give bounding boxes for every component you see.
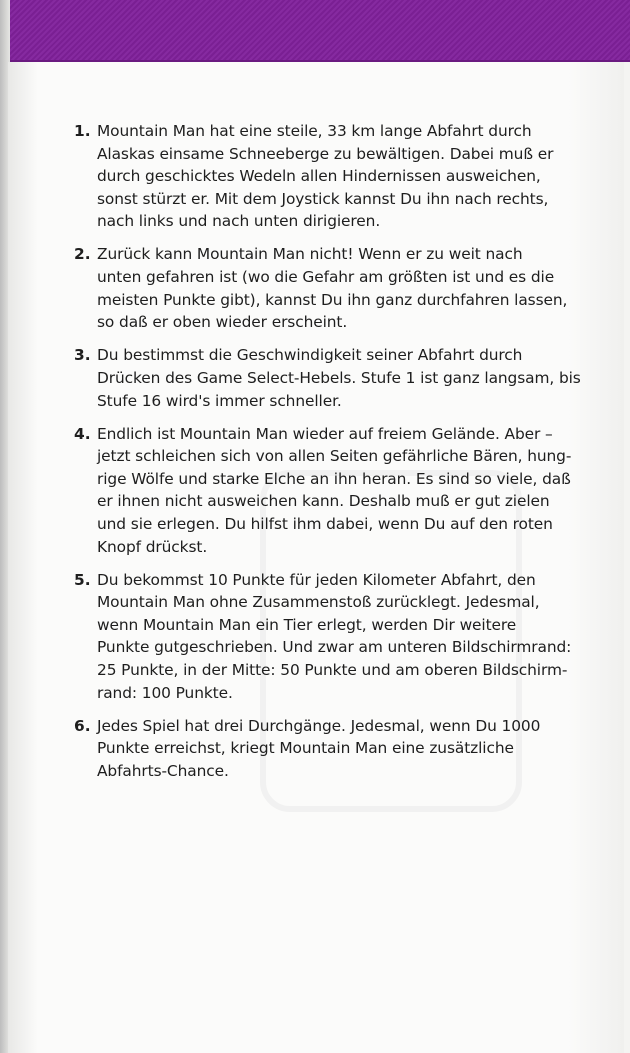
purple-header-band — [0, 0, 630, 62]
item-text: Jedes Spiel hat drei Durchgänge. Jedesmal, wenn Du 1000 Punkte erreichst, kriegt Mountain Man eine zusätzliche Abfahrts-Chance. — [97, 716, 541, 780]
instruction-item-2 — [74, 243, 604, 333]
instruction-list — [74, 120, 604, 793]
item-number: 1. — [74, 122, 91, 140]
item-text: Zurück kann Mountain Man nicht! Wenn er zu weit nach unten gefahren ist (wo die Gefahr am größten ist und es die meisten Punkte gibt), kannst Du ihn ganz durchfahren lassen, so daß er oben wieder erscheint. — [97, 245, 568, 332]
item-text: Du bekommst 10 Punkte für jeden Kilometer Abfahrt, den Mountain Man ohne Zusammenstoß zurücklegt. Jedesmal, wenn Mountain Man ein Tier erlegt, werden Dir weitere Punkte gutgeschrieben. Und zwar am unteren Bildschirmrand: 25 Punkte, in der Mitte: 50 Punkte und am oberen Bildschirm- rand: 100 Punkte. — [97, 570, 572, 702]
instruction-item-5 — [74, 569, 604, 705]
item-number: 4. — [74, 424, 91, 443]
item-text: Du bestimmst die Geschwindigkeit seiner Abfahrt durch Drücken des Game Select-Hebels. Stufe 1 ist ganz langsam, bis Stufe 16 wird's immer schneller. — [97, 346, 581, 410]
instruction-item-3 — [74, 344, 604, 412]
instruction-item-4 — [74, 423, 604, 559]
instruction-item-1 — [74, 120, 604, 233]
item-number: 2. — [74, 245, 91, 264]
instruction-item-6 — [74, 715, 604, 783]
item-text: Mountain Man hat eine steile, 33 km lange Abfahrt durch Alaskas einsame Schneeberge zu bewältigen. Dabei muß er durch geschicktes Wedeln allen Hindernissen ausweichen, sonst stürzt er. Mit dem Joystick kannst Du ihn nach rechts, nach links und nach unten dirigieren. — [97, 122, 554, 231]
item-number: 6. — [74, 716, 91, 735]
item-number: 3. — [74, 346, 91, 365]
item-number: 5. — [74, 570, 91, 589]
item-text: Endlich ist Mountain Man wieder auf freiem Gelände. Aber – jetzt schleichen sich von allen Seiten gefährliche Bären, hung- rige Wölfe und starke Elche an ihn heran. Es sind so viele, daß er ihnen nicht ausweichen kann. Deshalb muß er gut zielen und sie erlegen. Du hilfst ihm dabei, wenn Du auf den roten Knopf drückst. — [97, 424, 572, 556]
